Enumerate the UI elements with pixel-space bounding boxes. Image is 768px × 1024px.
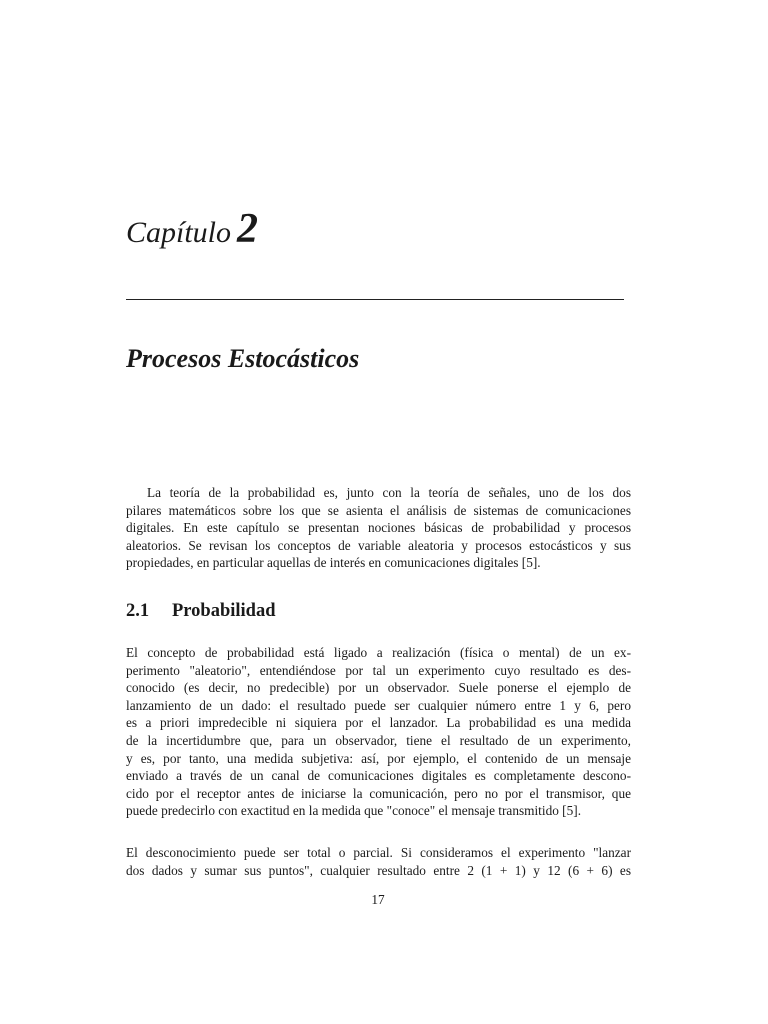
page-number: 17 <box>371 892 385 907</box>
chapter-label: Capítulo <box>126 216 232 249</box>
paragraph-line: cido por el receptor antes de iniciarse la comunicación, pero no por el transmisor, que <box>126 785 631 801</box>
paragraph-line: de la incertidumbre que, para un observador, tiene el resultado de un experimento, <box>126 732 631 748</box>
section-heading <box>126 601 276 622</box>
section-number: 2.1 <box>126 601 150 621</box>
paragraph-line: pilares matemáticos sobre los que se asienta el análisis de sistemas de comunicaciones <box>126 502 631 518</box>
paragraph-line: lanzamiento de un dado: el resultado puede ser cualquier número entre 1 y 6, pero <box>126 697 631 713</box>
paragraph-line: El concepto de probabilidad está ligado a realización (física o mental) de un ex- <box>126 645 631 660</box>
chapter-heading <box>126 205 258 253</box>
paragraph-line: perimento "aleatorio", entendiéndose por tal un experimento cuyo resultado es des- <box>126 662 631 678</box>
paragraph-line: digitales. En este capítulo se presentan nociones básicas de probabilidad y procesos <box>126 520 631 536</box>
paragraph-line: dos dados y sumar sus puntos", cualquier resultado entre 2 (1 + 1) y 12 (6 + 6) es <box>126 862 631 878</box>
body-paragraph-1 <box>126 644 631 820</box>
chapter-rule-divider <box>126 299 624 300</box>
paragraph-line: propiedades, en particular aquellas de interés en comunicaciones digitales [5]. <box>126 555 541 571</box>
paragraph-line: enviado a través de un canal de comunicaciones digitales es completamente descono- <box>126 768 631 784</box>
paragraph-line: es a priori impredecible ni siquiera por el lanzador. La probabilidad es una medida <box>126 715 631 731</box>
paragraph-line: aleatorios. Se revisan los conceptos de variable aleatoria y procesos estocásticos y sus <box>126 537 631 553</box>
body-paragraph-2 <box>126 844 631 879</box>
paragraph-line: conocido (es decir, no predecible) por un observador. Suele ponerse el ejemplo de <box>126 680 631 696</box>
paragraph-line: y es, por tanto, una medida subjetiva: así, por ejemplo, el contenido de un mensaje <box>126 750 631 766</box>
paragraph-line: La teoría de la probabilidad es, junto con la teoría de señales, uno de los dos <box>147 485 631 500</box>
chapter-number: 2 <box>237 206 259 252</box>
intro-paragraph <box>126 484 631 572</box>
paragraph-line: puede predecirlo con exactitud en la medida que "conoce" el mensaje transmitido [5]. <box>126 803 582 819</box>
section-title: Probabilidad <box>172 601 276 621</box>
chapter-title: Procesos Estocásticos <box>126 344 360 373</box>
paragraph-line: El desconocimiento puede ser total o parcial. Si consideramos el experimento "lanzar <box>126 845 631 860</box>
